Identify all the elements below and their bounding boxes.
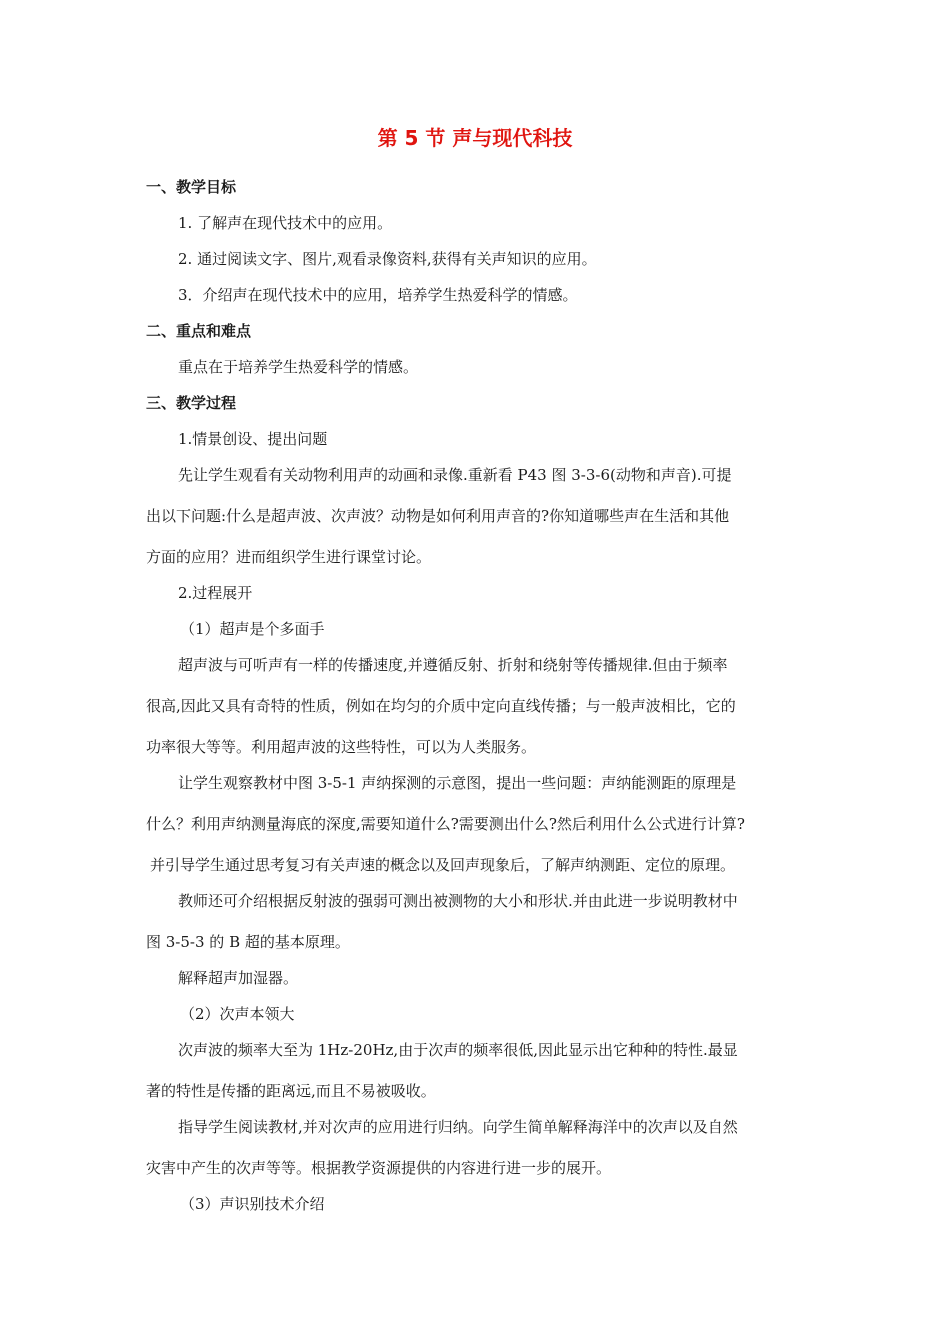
paragraph-line: 超声波与可听声有一样的传播速度,并遵循反射、折射和绕射等传播规律.但由于频率: [178, 656, 728, 674]
section-heading-goals: 一、教学目标: [146, 178, 237, 196]
paragraph-line: 指导学生阅读教材,并对次声的应用进行归纳。向学生简单解释海洋中的次声以及自然: [178, 1118, 738, 1136]
subsection-heading: （1）超声是个多面手: [180, 620, 325, 638]
paragraph-line: 先让学生观看有关动物利用声的动画和录像.重新看 P43 图 3-3-6(动物和声音).可提: [178, 466, 732, 484]
paragraph-line: 图 3-5-3 的 B 超的基本原理。: [146, 933, 350, 951]
paragraph-line: 重点在于培养学生热爱科学的情感。: [178, 358, 419, 376]
page-title: 第 5 节 声与现代科技: [377, 126, 573, 150]
goal-item: 2. 通过阅读文字、图片,观看录像资料,获得有关声知识的应用。: [178, 250, 597, 268]
paragraph-line: 次声波的频率大至为 1Hz-20Hz,由于次声的频率很低,因此显示出它种种的特性.最显: [178, 1041, 738, 1059]
subsection-heading: （2）次声本领大: [180, 1005, 295, 1023]
goal-item: 3．介绍声在现代技术中的应用，培养学生热爱科学的情感。: [178, 286, 578, 304]
paragraph-line: 功率很大等等。利用超声波的这些特性，可以为人类服务。: [146, 738, 537, 756]
paragraph-line: 教师还可介绍根据反射波的强弱可测出被测物的大小和形状.并由此进一步说明教材中: [178, 892, 738, 910]
section-heading-key-points: 二、重点和难点: [146, 322, 252, 340]
paragraph-line: 2.过程展开: [178, 584, 253, 602]
paragraph-line: 1.情景创设、提出问题: [178, 430, 328, 448]
paragraph-line: 让学生观察教材中图 3-5-1 声纳探测的示意图，提出一些问题：声纳能测距的原理是: [178, 774, 737, 792]
section-heading-process: 三、教学过程: [146, 394, 237, 412]
paragraph-line: 灾害中产生的次声等等。根据教学资源提供的内容进行进一步的展开。: [146, 1159, 612, 1177]
paragraph-line: 著的特性是传播的距离远,而且不易被吸收。: [146, 1082, 436, 1100]
paragraph-line: 并引导学生通过思考复习有关声速的概念以及回声现象后，了解声纳测距、定位的原理。: [150, 856, 736, 874]
paragraph-line: 方面的应用？进而组织学生进行课堂讨论。: [146, 548, 432, 566]
paragraph-line: 很高,因此又具有奇特的性质，例如在均匀的介质中定向直线传播；与一般声波相比，它的: [146, 697, 736, 715]
goal-item: 1. 了解声在现代技术中的应用。: [178, 214, 393, 232]
paragraph-line: 什么？利用声纳测量海底的深度,需要知道什么?需要测出什么?然后利用什么公式进行计算?: [146, 815, 745, 833]
subsection-heading: （3）声识别技术介绍: [180, 1195, 325, 1213]
paragraph-line: 解释超声加湿器。: [178, 969, 299, 987]
paragraph-line: 出以下问题:什么是超声波、次声波？动物是如何利用声音的?你知道哪些声在生活和其他: [146, 507, 730, 525]
